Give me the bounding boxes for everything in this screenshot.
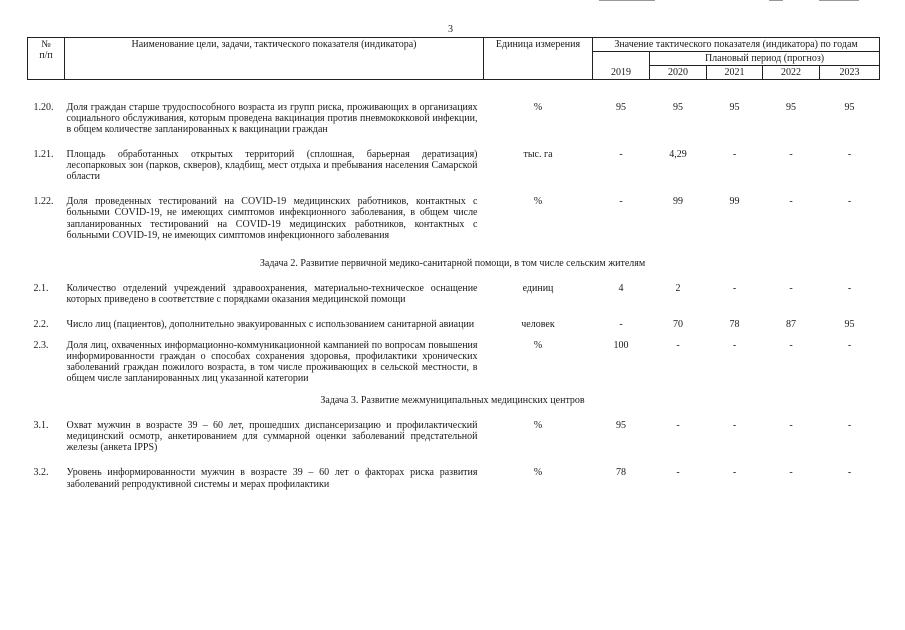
value-cell: -: [847, 196, 852, 208]
task-heading: Задача 2. Развитие первичной медико-санитарной помощи, в том числе сельским жителям: [259, 258, 646, 270]
value-cell: 95: [616, 102, 626, 113]
value-cell: 87: [786, 318, 796, 330]
value-cell: -: [847, 339, 852, 351]
header-year: 2021: [707, 66, 763, 80]
indicator-name: Доля проведенных тестирований на COVID-19 медицинских работников, контактных с больными COVID-19, не имеющих симптомов инфекционного заболевания, в общем числе запланированных тестирований на COVID-19 медицинских работников, контактных с больными COVID-19, не имеющих симптомов инфекционного заболевания: [66, 196, 478, 241]
value-cell: -: [789, 419, 793, 431]
value-cell: -: [732, 148, 737, 160]
unit-cell: %: [533, 102, 543, 113]
indicator-name: Уровень информированности мужчин в возрасте 39 – 60 лет о факторах риска развития заболеваний репродуктивной системы и мерах профилактики: [66, 467, 478, 490]
unit-cell: человек: [521, 318, 555, 330]
row-spacer-cell: [28, 241, 880, 258]
row-number: 1.20.: [33, 102, 54, 113]
value-cell: 95: [786, 102, 796, 113]
value-cell: 4: [618, 283, 624, 295]
row-spacer: [28, 182, 880, 196]
value-cell: 78: [729, 318, 740, 330]
value-cell: -: [732, 419, 737, 431]
row-spacer-cell: [28, 453, 880, 467]
table-row: [28, 420, 880, 454]
row-spacer-cell: [28, 330, 880, 340]
indicator-name: Число лиц (пациентов), дополнительно эвакуированных с использованием санитарной авиации: [66, 318, 475, 330]
value-cell: 95: [616, 419, 626, 431]
row-spacer-cell: [28, 406, 880, 420]
value-cell: -: [676, 467, 680, 479]
header-values-title: Значение тактического показателя (индикатора) по годам: [593, 38, 880, 52]
page-number: 3: [448, 24, 453, 35]
table-row: [28, 196, 880, 241]
table-row: [28, 319, 880, 330]
indicator-name: Площадь обработанных открытых территорий (сплошная, барьерная дератизация) лесопарковых зон (парков, скверов), кладбищ, мест отдыха и пребывания населения Самарской области: [66, 148, 478, 183]
value-cell: 70: [673, 318, 683, 330]
row-spacer: [28, 385, 880, 395]
row-spacer: [28, 330, 880, 340]
value-cell: -: [732, 467, 737, 479]
header-num: № п/п: [28, 38, 65, 80]
row-number: 2.1.: [33, 283, 49, 295]
value-cell: 95: [844, 102, 855, 113]
value-cell: 95: [844, 318, 855, 330]
row-number: 1.22.: [33, 196, 54, 208]
unit-cell: %: [533, 419, 543, 431]
row-spacer: [28, 269, 880, 283]
indicator-name: Количество отделений учреждений здравоохранения, материально-техническое оснащение которых приведено в соответствие с порядками оказания медицинской помощи: [66, 283, 478, 306]
value-cell: -: [732, 283, 737, 295]
row-spacer: [28, 306, 880, 319]
table-row: [28, 467, 880, 489]
task-heading-row: [28, 258, 880, 269]
unit-cell: %: [533, 467, 543, 479]
value-cell: -: [847, 419, 852, 431]
value-cell: -: [789, 283, 793, 295]
header-unit: Единица измерения: [484, 38, 593, 80]
value-cell: -: [676, 339, 680, 351]
unit-cell: %: [533, 196, 543, 208]
value-cell: 100: [613, 339, 629, 351]
row-spacer-cell: [28, 136, 880, 149]
row-number: 1.21.: [33, 148, 54, 160]
row-number: 2.2.: [33, 318, 49, 330]
value-cell: 99: [729, 196, 740, 208]
row-spacer: [28, 136, 880, 149]
unit-cell: %: [533, 339, 543, 351]
task-heading: Задача 3. Развитие межмуниципальных медицинских центров: [320, 394, 585, 406]
value-cell: -: [676, 419, 680, 431]
value-cell: -: [847, 467, 852, 479]
task-heading-row: [28, 395, 880, 406]
row-number: 2.3.: [33, 339, 49, 351]
value-cell: 78: [616, 467, 626, 479]
table-row: [28, 102, 880, 136]
table-body: [28, 80, 880, 490]
row-spacer-cell: [28, 269, 880, 283]
header-name: Наименование цели, задачи, тактического показателя (индикатора): [65, 38, 484, 80]
value-cell: 95: [729, 102, 740, 113]
indicator-name: Доля граждан старше трудоспособного возраста из групп риска, проживающих в организациях социального обслуживания, которым проведена вакцинация против пневмококковой инфекции, в общем количестве запланированных к вакцинации граждан: [66, 102, 478, 136]
row-spacer-cell: [28, 306, 880, 319]
value-cell: 95: [673, 102, 683, 113]
value-cell: 99: [673, 196, 683, 208]
header-year: 2019: [593, 66, 650, 80]
value-cell: -: [789, 339, 793, 351]
header-year: 2020: [650, 66, 707, 80]
value-cell: -: [847, 283, 852, 295]
table-row: [28, 283, 880, 305]
indicators-table: [27, 37, 880, 490]
header-plan-period: Плановый период (прогноз): [650, 52, 880, 66]
value-cell: -: [789, 196, 793, 208]
table-header: [28, 38, 880, 80]
row-spacer-cell: [28, 80, 880, 103]
value-cell: -: [619, 318, 623, 330]
row-spacer-cell: [28, 385, 880, 395]
row-number: 3.2.: [33, 467, 49, 479]
value-cell: -: [619, 196, 623, 208]
value-cell: -: [847, 148, 852, 160]
value-cell: -: [789, 467, 793, 479]
row-spacer: [28, 241, 880, 258]
value-cell: -: [732, 339, 737, 351]
header-year: 2022: [763, 66, 820, 80]
unit-cell: тыс. га: [523, 148, 553, 160]
row-spacer: [28, 406, 880, 420]
value-cell: 4,29: [669, 148, 687, 160]
table-row: [28, 149, 880, 183]
table-row: [28, 340, 880, 385]
row-number: 3.1.: [33, 419, 49, 431]
indicator-name: Охват мужчин в возрасте 39 – 60 лет, прошедших диспансеризацию и профилактический медицинский осмотр, анкетированием для суммарной оценки заболеваний предстательной железы (анкета IPPS): [66, 419, 478, 454]
value-cell: 2: [675, 283, 681, 295]
row-spacer: [28, 80, 880, 103]
header-year-2019-top: [593, 52, 650, 66]
header-year: 2023: [820, 66, 880, 80]
row-spacer-cell: [28, 182, 880, 196]
value-cell: -: [619, 148, 623, 160]
value-cell: -: [789, 148, 793, 160]
indicator-name: Доля лиц, охваченных информационно-коммуникационной кампанией по вопросам повышения информированности граждан о способах сохранения здоровья, профилактики хронических заболеваний граждан пожилого возраста, в том числе проживающих в сельской местности, в общем числе запланированных лиц указанной категории: [66, 339, 478, 385]
unit-cell: единиц: [522, 283, 554, 295]
row-spacer: [28, 453, 880, 467]
